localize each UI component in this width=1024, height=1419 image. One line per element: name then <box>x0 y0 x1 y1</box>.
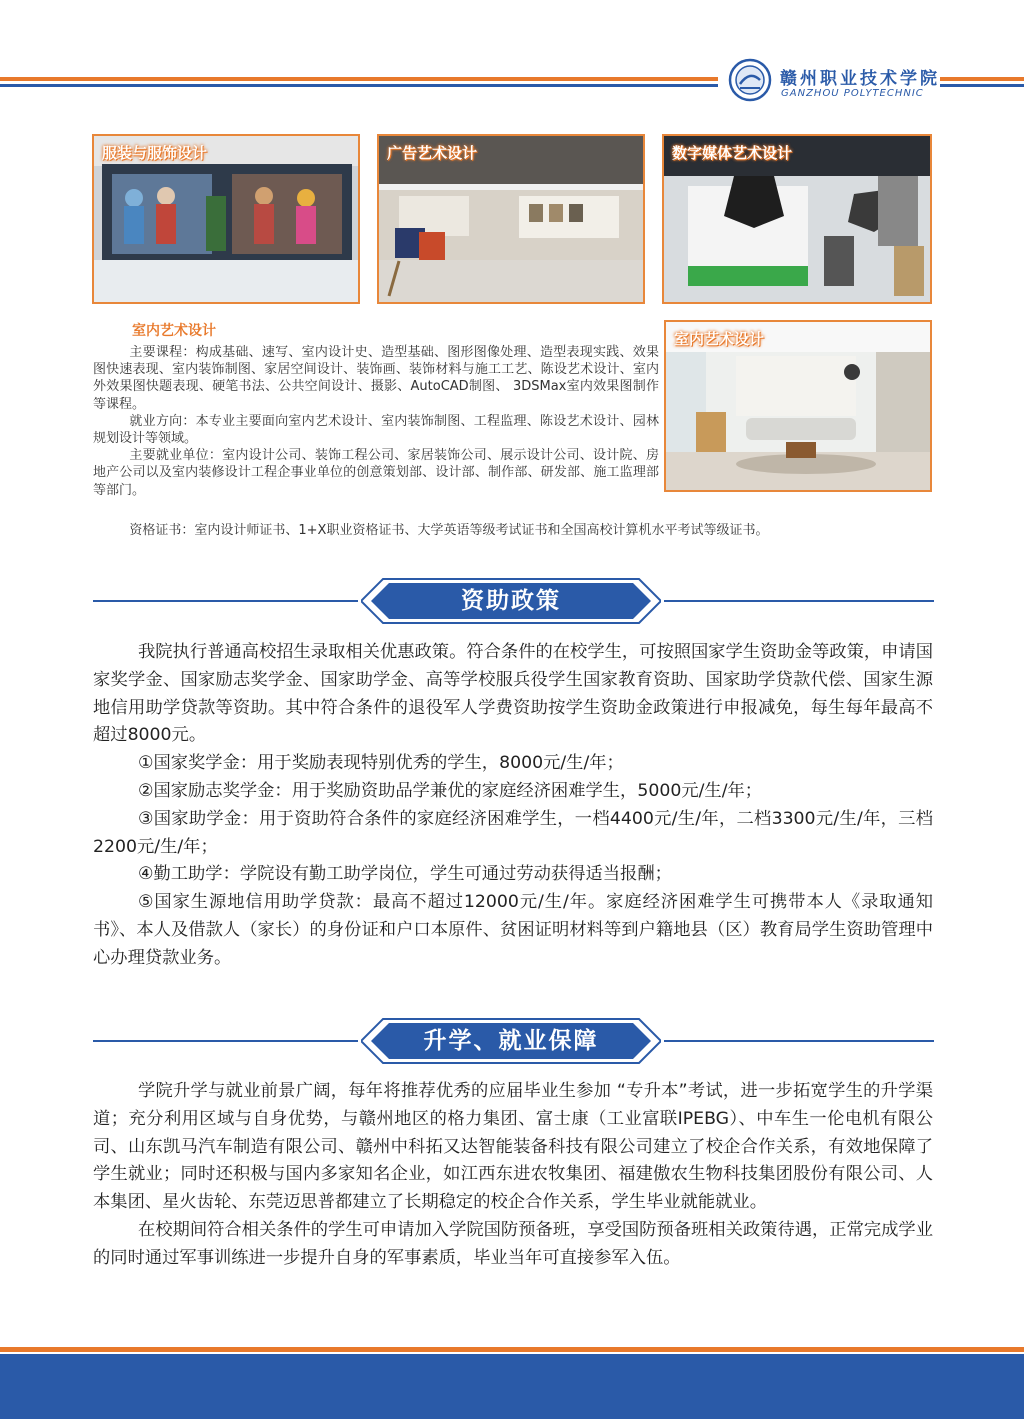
section-heading-career: 升学、就业保障 <box>423 1028 599 1054</box>
major-direction: 就业方向：本专业主要面向室内艺术设计、室内装饰制图、工程监理、陈设艺术设计、园林规划设计等领域。 <box>93 413 659 447</box>
photo-caption: 数字媒体艺术设计 <box>672 144 793 162</box>
aid-item: ⑤国家生源地信用助学贷款：最高不超过12000元/生/年。家庭经济困难学生可携带本人《录取通知书》、本人及借款人（家长）的身份证和户口本原件、贫困证明材料等到户籍地县（区）教育局学生资助管理中心办理贷款业务。 <box>93 892 933 968</box>
header-stripe-blue-right <box>940 84 1024 87</box>
photo-fashion-design <box>92 134 360 304</box>
school-logo-icon <box>728 58 772 102</box>
header-stripe-blue <box>0 84 718 87</box>
section-divider-left <box>93 1040 358 1042</box>
major-courses: 主要课程：构成基础、速写、室内设计史、造型基础、图形图像处理、造型表现实践、效果图快速表现、室内装饰制图、家居空间设计、装饰画、装饰材料与施工工艺、陈设艺术设计、室内外效果图快题表现、硬笔书法、公共空间设计、摄影、AutoCAD制图、 3DSMax室内效果图制作等课程。 <box>93 345 659 412</box>
major-title: 室内艺术设计 <box>132 323 216 339</box>
photo-caption: 室内艺术设计 <box>674 330 765 348</box>
career-paragraph: 在校期间符合相关条件的学生可申请加入学院国防预备班，享受国防预备班相关政策待遇，正常完成学业的同时通过军事训练进一步提升自身的军事素质，毕业当年可直接参军入伍。 <box>93 1219 933 1268</box>
section-banner-career <box>361 1018 661 1064</box>
aid-intro: 我院执行普通高校招生录取相关优惠政策。符合条件的在校学生，可按照国家学生资助金等政策，申请国家奖学金、国家励志奖学金、国家助学金、高等学校服兵役学生国家教育资助、国家助学贷款代偿、国家生源地信用助学贷款等资助。其中符合条件的退役军人学费资助按学生资助金政策进行申报减免，每生每年最高不超过8000元。 <box>93 642 933 746</box>
school-name-cn: 赣州职业技术学院 <box>780 69 940 89</box>
header-stripe-orange <box>0 77 718 81</box>
major-description <box>93 344 659 499</box>
photo-advertising-design <box>377 134 645 304</box>
aid-policy-text <box>93 639 933 973</box>
footer-band-blue <box>0 1354 1024 1419</box>
photo-caption: 服装与服饰设计 <box>102 144 208 162</box>
section-heading-aid: 资助政策 <box>461 588 561 614</box>
header-stripe-orange-right <box>940 77 1024 81</box>
section-divider-right <box>664 1040 934 1042</box>
section-divider-right <box>664 600 934 602</box>
major-certificates: 资格证书：室内设计师证书、1+X职业资格证书、大学英语等级考试证书和全国高校计算机水平考试等级证书。 <box>129 523 769 538</box>
career-paragraph: 学院升学与就业前景广阔，每年将推荐优秀的应届毕业生参加 “专升本”考试，进一步拓宽学生的升学渠道；充分利用区域与自身优势，与赣州地区的格力集团、富士康（工业富联IPEBG）、中车生一伦电机有限公司、山东凯马汽车制造有限公司、赣州中科拓又达智能装备科技有限公司建立了校企合作关系，有效地保障了学生就业；同时还积极与国内多家知名企业，如江西东进农牧集团、福建傲农生物科技集团股份有限公司、人本集团、星火齿轮、东莞迈思普都建立了长期稳定的校企合作关系，学生毕业就能就业。 <box>93 1081 933 1213</box>
photo-interior-design <box>664 320 932 492</box>
photo-caption: 广告艺术设计 <box>387 144 478 162</box>
school-name-en: GANZHOU POLYTECHNIC <box>781 88 924 99</box>
section-divider-left <box>93 600 358 602</box>
aid-item: ④勤工助学：学院设有勤工助学岗位，学生可通过劳动获得适当报酬； <box>137 864 672 885</box>
photo-digital-media-design <box>662 134 932 304</box>
aid-item: ①国家奖学金：用于奖励表现特别优秀的学生，8000元/生/年； <box>137 753 624 774</box>
section-banner-aid <box>361 578 661 624</box>
major-employers: 主要就业单位：室内设计公司、装饰工程公司、家居装饰公司、展示设计公司、设计院、房地产公司以及室内装修设计工程企事业单位的创意策划部、设计部、制作部、研发部、施工监理部等部门。 <box>93 448 659 498</box>
aid-item: ③国家助学金：用于资助符合条件的家庭经济困难学生，一档4400元/生/年，二档3300元/生/年，三档2200元/生/年； <box>93 808 933 857</box>
aid-item: ②国家励志奖学金：用于奖励资助品学兼优的家庭经济困难学生，5000元/生/年； <box>137 780 763 801</box>
career-text <box>93 1078 933 1273</box>
footer-stripe-orange <box>0 1347 1024 1352</box>
